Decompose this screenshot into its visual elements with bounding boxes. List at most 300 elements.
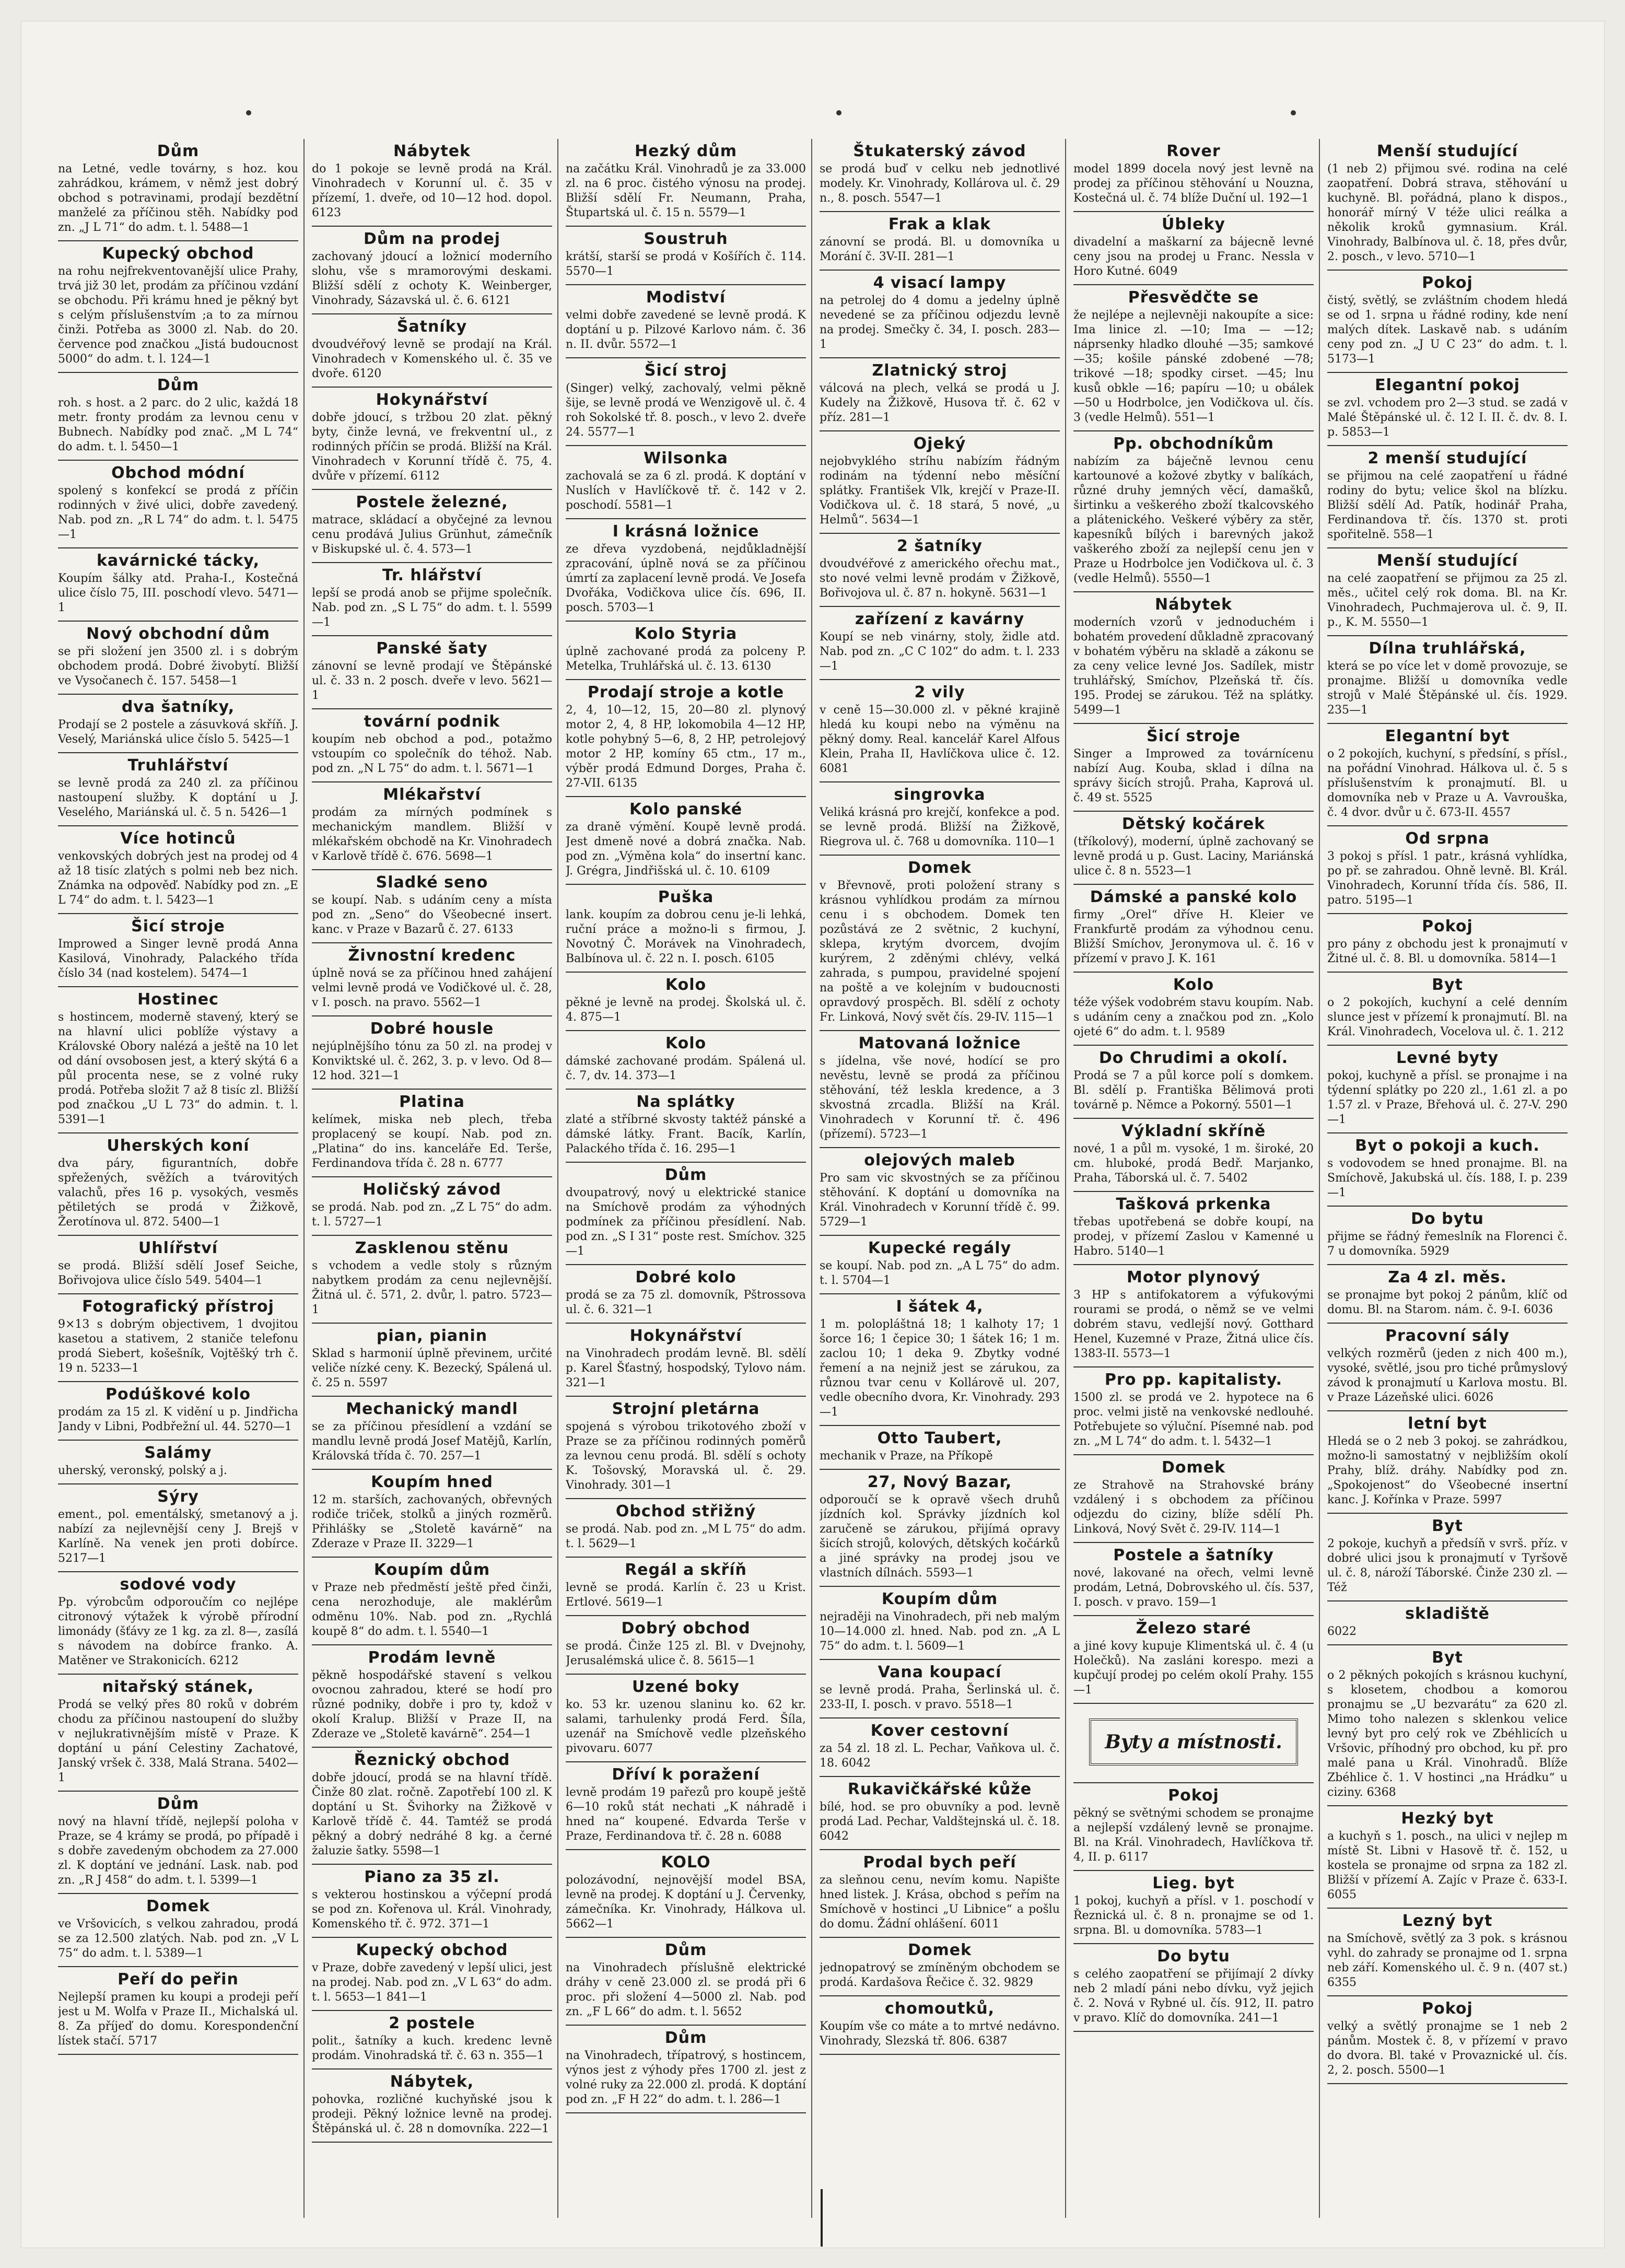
classified-ad: [820, 1938, 1060, 1996]
punch-dot: [246, 110, 251, 115]
ad-headline: Domek: [907, 1941, 972, 1959]
punch-dot: [836, 110, 841, 115]
ad-headline: Dobré kolo: [635, 1268, 736, 1287]
ad-headline: Hezký dům: [635, 142, 737, 160]
classified-ad: [1073, 812, 1314, 885]
classified-ad: [312, 782, 552, 870]
ad-body: dvoupatrový, nový u elektrické stanice na Smíchově prodám za výhodných podmínek za příčinou přesídlení. Nab. pod zn. „S I 31“ poste rest. Smíchov. 325—1: [566, 1186, 806, 1258]
ad-body: 2, 4, 10—12, 15, 20—80 zl. plynový motor 2, 4, 8 HP, lokomobila 4—12 HP, kotle pohybný 5—6, 8, 2 HP, petrolejový motor 2 HP, komíny 65 ctm., 17 m., výběr prodá Edmund Dorges, Praha č. 27-VII. 6135: [566, 704, 806, 790]
ad-headline: Nábytek,: [390, 2073, 474, 2091]
classified-ad: [566, 1324, 806, 1397]
ad-body: v Praze neb předměstí ještě před činži, cena nerozhoduje, ale maklérům odměnu 10%. Nab. pod zn. „Rychlá koupě 8“ do adm. t. l. 5540—1: [312, 1581, 552, 1638]
classified-ad: [58, 1967, 298, 2055]
ad-body: polozávodní, nejnovější model BSA, levně na prodej. K doptání u J. Červenky, zámečníka. Kr. Vinohrady, Hálkova ul. 5662—1: [566, 1874, 806, 1931]
classified-ad: [58, 241, 298, 373]
classified-ad: [58, 1294, 298, 1382]
ad-headline: sodové vody: [120, 1575, 237, 1594]
ad-headline: Levné byty: [1396, 1049, 1499, 1067]
ad-body: do 1 pokoje se levně prodá na Král. Vinohradech v Korunní ul. č. 35 v přízemí, 1. dveře, od 10—12 hod. dopol. 6123: [312, 162, 552, 219]
ad-body: na Vinohradech, třípatrový, s hostincem, výnos jest z výhody přes 1700 zl. jest z volné ruky za 22.000 zl. prodá. K doptání pod zn. „F H 22“ do adm. t. l. 286—1: [566, 2049, 806, 2106]
ad-body: ze Strahově na Strahovské brány vzdálený i s obchodem za příčinou odjezdu do ciziny, blíže sdělí Ph. Linková, Nový Svět č. 29-IV. 114—1: [1073, 1479, 1314, 1536]
ad-headline: Elegantní pokoj: [1375, 376, 1520, 394]
ad-headline: Prodám levně: [368, 1649, 496, 1667]
classified-ad: [312, 1645, 552, 1748]
column-4: [820, 139, 1066, 2218]
ad-body: zlaté a stříbrné skvosty taktéž pánské a dámské látky. Frant. Bacík, Karlín, Palackého třída č. 16. 295—1: [566, 1113, 806, 1155]
ad-body: bílé, hod. se pro obuvníky a pod. levně prodá Lad. Pechar, Valdštejnská ul. č. 18. 6042: [820, 1801, 1060, 1843]
classified-ad: [820, 782, 1060, 856]
classified-ad: [566, 1265, 806, 1324]
ad-body: v ceně 15—30.000 zl. v pěkné krajině hledá ku koupi nebo na výměnu na pěkný domy. Real. kancelář Karel Alfous Klein, Praha II, Havlíčkova ulice č. 12. 6081: [820, 704, 1060, 775]
ad-headline: Dříví k poražení: [612, 1766, 760, 1784]
ad-headline: Vana koupací: [878, 1663, 1002, 1681]
classified-ad: [1327, 548, 1568, 636]
ad-body: o 2 pěkných pokojích s krásnou kuchyní, s klosetem, chodbou a komorou pronajmu se „U bezvarátu“ za 620 zl. Mimo toho nalezen s sklenkou velice levný byt pro celý rok ve Zbéhlicích u Vršovic, příhodný pro obchod, ku př. pro malé pana u Král. Vinohradů. Blíže Zbéhlice č. 1. V hostinci „na Hrádku“ u ciziny. 6368: [1327, 1669, 1568, 1799]
classified-ad: [1073, 885, 1314, 973]
ad-body: (tříkolový), moderní, úplně zachovaný se levně prodá u p. Gust. Laciny, Mariánská ulice č. 8 n. 5523—1: [1073, 835, 1314, 878]
newspaper-page: [21, 21, 1605, 2248]
ad-body: Pp. výrobcům odporoučím co nejlépe citronový výtažek k výrobě přírodní limonády (šťávy ze 1 kg. za zl. 8—, zasílá s návodem na dobírce franko. A. Matěner ve Strakonicích. 6212: [58, 1596, 298, 1667]
classified-ad: [1327, 139, 1568, 271]
ad-headline: Sýry: [157, 1488, 199, 1506]
ad-headline: Přesvědčte se: [1128, 288, 1259, 307]
ad-body: pěkný se světnými schodem se pronajme a nejlepší vzdálený levně se pronajme. Bl. na Král. Vinohradech, Havlíčkova tř. 4, II. p. 6117: [1073, 1807, 1314, 1864]
ad-headline: Pracovní sály: [1385, 1327, 1510, 1345]
ad-headline: Domek: [907, 859, 972, 877]
ad-body: na Vinohradech prodám levně. Bl. sdělí p. Karel Šťastný, hospodský, Tylovo nám. 321—1: [566, 1347, 806, 1389]
ad-body: 12 m. starších, zachovaných, obřevných rodiče triček, stolků a jiných rozměrů. Přihlášky se „Stoletě kavárně“ na Zderaze v Praze II. 3229—1: [312, 1493, 552, 1550]
column-2: [312, 139, 558, 2218]
classified-ad: [566, 139, 806, 227]
classified-ad: [566, 885, 806, 973]
ad-body: za 54 zl. 18 zl. L. Pechar, Vaňkova ul. č. 18. 6042: [820, 1742, 1060, 1770]
punch-marks: [21, 110, 1604, 121]
classified-ad: [1073, 1783, 1314, 1871]
classified-ad: [1327, 724, 1568, 826]
classified-ad: [820, 1850, 1060, 1938]
ad-headline: Živnostní kredenc: [348, 946, 516, 965]
ad-body: kelímek, miska neb plech, třeba proplacený se koupí. Nab. pod zn. „Platina“ do ins. kanceláře Ed. Terše, Ferdinandova třída č. 28 n. 6777: [312, 1113, 552, 1170]
ad-headline: Prodají stroje a kotle: [587, 683, 785, 702]
classified-ad: [1073, 1192, 1314, 1265]
classified-ad: [312, 1236, 552, 1324]
classified-ad: [566, 1163, 806, 1265]
ad-body: se prodá. Činže 125 zl. Bl. v Dvejnohy, Jerusalémská ulice č. 8. 5615—1: [566, 1640, 806, 1667]
classified-ad: [566, 622, 806, 680]
classified-ad: [58, 548, 298, 622]
ad-body: na začátku Král. Vinohradů je za 33.000 zl. na 6 proc. čistého výnosu na prodej. Bližší sdělí Fr. Neumann, Praha, Štupartská ul. č. 15 n. 5579—1: [566, 162, 806, 219]
ad-body: nejúplnějšího tónu za 50 zl. na prodej v Konviktské ul. č. 262, 3. p. v levo. Od 8—12 hod. 321—1: [312, 1040, 552, 1082]
classified-ad: [820, 1777, 1060, 1850]
ad-body: s vodovodem se hned pronajme. Bl. na Smíchově, Jakubská ul. čís. 188, I. p. 239—1: [1327, 1157, 1568, 1199]
ad-headline: Peří do peřin: [118, 1970, 239, 1989]
ad-headline: Holičský závod: [363, 1180, 501, 1199]
classified-ad: [566, 680, 806, 797]
ad-body: o 2 pokojích, kuchyní, s předsíní, s přísl., na pořádní Vinohrad. Hálkova ul. č. 5 s příslušenstvím k pronajmutí. Bl. u domovníka neb v Praze u A. Vavrouška, č. 4 dvor. dvůr u č. 673-II. 4557: [1327, 747, 1568, 819]
ad-body: třebas upotřebená se dobře koupí, na prodej, v přízemí Zaslou v Kamenné u Habro. 5140—1: [1073, 1215, 1314, 1258]
classified-ad: [312, 1748, 552, 1865]
classified-ad: [312, 1470, 552, 1558]
ad-headline: Zasklenou stěnu: [355, 1239, 509, 1257]
ad-headline: Dům: [157, 142, 200, 160]
ad-body: odporoučí se k opravě všech druhů jízdních kol. Správky jízdních kol zaručeně se zárukou, přijímá opravy šicích strojů, kolových, dětských kočárků a jiné správky na prodej jsou ve vlastních dílnách. 5593—1: [820, 1493, 1060, 1580]
ad-body: Prodá se 7 a půl korce polí s domkem. Bl. sdělí p. Františka Bělimová proti továrně p. Němce a Pokorný. 5501—1: [1073, 1069, 1314, 1112]
ad-body: nové, lakované na ořech, velmi levně prodám, Letná, Dobrovského ul. čís. 537, I. posch. v pravo. 159—1: [1073, 1566, 1314, 1609]
section-header: Byty a místnosti.: [1089, 1718, 1298, 1766]
ad-body: ement., pol. ementálský, smetanový a j. nabízí za nejlevnější ceny J. Brejš v Karlíně. Na venek jen proti dobírce. 5217—1: [58, 1508, 298, 1565]
ad-headline: Železo staré: [1136, 1619, 1252, 1638]
classified-ad: [820, 1718, 1060, 1777]
ad-body: a jiné kovy kupuje Klimentská ul. č. 4 (u Holečků). Na zasláni korespo. mezi a kupčují prodej po celém okolí Prahy. 155—1: [1073, 1640, 1314, 1697]
classified-ad: [1327, 1133, 1568, 1207]
ad-body: prodám za 15 zl. K vidění u p. Jindřicha Jandy v Libni, Podbřežní ul. 44. 5270—1: [58, 1406, 298, 1433]
ad-headline: Kolo: [665, 1034, 707, 1053]
ad-headline: Hokynářství: [629, 1327, 742, 1345]
ad-headline: dva šatníky,: [121, 698, 235, 716]
ad-body: spolený s konfekcí se prodá z příčin rodinných v živé ulici, dobře zavedený. Nab. pod zn. „R L 74“ do adm. t. l. 5475—1: [58, 484, 298, 541]
ad-body: levně prodám 19 pařezů pro koupě ještě 6—10 roků stát nechati „K náhradě i hned na“ koupené. Edvarda Terše v Praze, Ferdinandova tř. č. 28 n. 6088: [566, 1786, 806, 1843]
ad-headline: Kolo: [1173, 976, 1214, 994]
ad-headline: Byt: [1432, 976, 1463, 994]
classified-ad: [1327, 446, 1568, 548]
classified-ad: [58, 1382, 298, 1441]
ad-body: velký a světlý pronajme se 1 neb 2 pánům. Mostek č. 8, v přízemí v pravo do dvora. Bl. také v Provaznické ul. čís. 2, 2. posch. 5500—1: [1327, 2020, 1568, 2077]
ad-headline: Hokynářství: [376, 391, 488, 409]
ad-headline: Pp. obchodníkům: [1113, 435, 1274, 453]
ad-body: divadelní a maškarní za bájecně levné ceny jsou na prodej u Franc. Nessla v Horo Kutné. 6049: [1073, 236, 1314, 278]
ad-headline: 2 menší studující: [1367, 449, 1527, 467]
classified-ad: [820, 534, 1060, 607]
classified-ad: [58, 373, 298, 461]
ad-body: která se po více let v domě provozuje, se pronajme. Bližší u domovníka vedle strojů v Malé Štěpánské ul. čís. 1929. 235—1: [1327, 660, 1568, 717]
classified-ad: [820, 1426, 1060, 1470]
ad-body: koupím neb obchod a pod., potažmo vstoupím co společník do téhož. Nab. pod zn. „N L 75“ do adm. t. l. 5671—1: [312, 733, 552, 775]
ad-headline: Dětský kočárek: [1121, 815, 1266, 833]
classified-ad: [566, 1938, 806, 2026]
ad-headline: Dům na prodej: [364, 230, 500, 248]
classified-ad: [1073, 1119, 1314, 1192]
ad-body: nejraději na Vinohradech, při neb malým 10—14.000 zl. hned. Nab. pod zn. „A L 75“ do adm. t. l. 5609—1: [820, 1610, 1060, 1653]
classified-ad: [312, 563, 552, 636]
classified-ad: [1073, 592, 1314, 724]
classified-ad: [566, 1031, 806, 1090]
classified-ad: [1327, 636, 1568, 724]
ad-headline: Postele a šatníky: [1113, 1546, 1274, 1564]
ad-headline: Obchod módní: [111, 464, 245, 482]
classified-ad: [312, 1090, 552, 1177]
classified-ad: [1073, 1944, 1314, 2032]
classified-ad: [58, 139, 298, 241]
ad-headline: Podúškové kolo: [105, 1385, 251, 1404]
ad-headline: Dámské a panské kolo: [1090, 888, 1297, 906]
ad-body: Koupím šálky atd. Praha-I., Kostečná ulice číslo 75, III. poschodí vlevo. 5471—1: [58, 572, 298, 614]
classified-ad: [820, 1587, 1060, 1660]
ad-headline: Zlatnický stroj: [872, 361, 1008, 380]
ad-headline: Kupecký obchod: [102, 244, 254, 263]
classified-columns: [58, 139, 1573, 2218]
ad-body: že nejlépe a nejlevněji nakoupíte a sice: Ima linice zl. —10; Ima — —12; náprsenky hladko dlouhé —35; samkové —35; košile pánské zdobené —78; trikové —18; spodky cirset. —45; lnu kusů obkle —16; papíru —10; u obálek —50 u Hodrbolce, jen Vodičkova ul. čís. 3 (vedle Helmů). 551—1: [1073, 309, 1314, 424]
ad-body: se prodá. Bližší sdělí Josef Seiche, Bořivojova ulice číslo 549. 5404—1: [58, 1259, 298, 1287]
ad-headline: Soustruh: [644, 230, 728, 248]
ad-body: přijme se řádný řemeslník na Florenci č. 7 u domovníka. 5929: [1327, 1230, 1568, 1258]
classified-ad: [312, 1016, 552, 1090]
ad-headline: Uzené boky: [632, 1678, 740, 1696]
ad-body: dva páry, figurantních, dobře spřežených, svěžích a tvárovitých valachů, přes 16 p. vysokých, vesměs pětiletých se prodá v Žižkově, Žerotínova ul. 872. 5400—1: [58, 1157, 298, 1229]
ad-headline: Byt: [1432, 1649, 1463, 1667]
ad-headline: Motor plynový: [1126, 1268, 1261, 1287]
ad-body: s celého zaopatření se přijímají 2 dívky neb 2 mladí páni nebo dívku, vyž jejich č. 2. Nová v Rybné ul. čís. 912, II. patro v pravo. Klíč do domovníka. 241—1: [1073, 1968, 1314, 2025]
ad-headline: Dům: [664, 1941, 707, 1959]
classified-ad: [312, 490, 552, 563]
ad-headline: Kolo Styria: [634, 625, 738, 643]
classified-ad: [566, 2026, 806, 2113]
ad-body: Veliká krásná pro krejčí, konfekce a pod. se levně prodá. Bližší na Žižkově, Riegrova ul. č. 768 u domovníka. 110—1: [820, 806, 1060, 848]
classified-ad: [1327, 1645, 1568, 1806]
classified-ad: [1327, 1207, 1568, 1265]
ad-body: lepší se prodá anob se přijme společník. Nab. pod zn. „S L 75“ do adm. t. l. 5599—1: [312, 587, 552, 629]
classified-ad: [312, 1397, 552, 1470]
classified-ad: [58, 622, 298, 695]
ad-body: na petrolej do 4 domu a jedelny úplně nevedené se za příčinou odjezdu levně na prodej. Smečky č. 34, I. posch. 283—1: [820, 294, 1060, 351]
classified-ad: [820, 607, 1060, 680]
ad-headline: Od srpna: [1405, 829, 1490, 848]
ad-body: 3 HP s antifokatorem a výfukovými rourami se prodá, o němž se ve velmi dobrém stavu, vedlejší nový. Gotthard Henel, Kuzemné v Praze, Žitná ulice čís. 1383-II. 5573—1: [1073, 1289, 1314, 1360]
classified-ad: [58, 1484, 298, 1572]
ad-body: prodám za mírných podmínek s mechanickým mandlem. Bližší v mlékařském obchodě na Kr. Vinohradech v Karlově třídě č. 676. 5698—1: [312, 806, 552, 863]
classified-ad: [1073, 1265, 1314, 1367]
classified-ad: [820, 1996, 1060, 2055]
classified-ad: [566, 1499, 806, 1558]
ad-headline: Nábytek: [393, 142, 471, 160]
ad-headline: Menší studující: [1376, 552, 1518, 570]
ad-headline: Koupím dům: [373, 1561, 490, 1579]
ad-headline: Modiství: [646, 288, 726, 307]
ad-headline: Lieg. byt: [1152, 1874, 1235, 1892]
classified-ad: [312, 2070, 552, 2143]
ad-headline: Mechanický mandl: [346, 1400, 518, 1418]
classified-ad: [312, 314, 552, 388]
classified-ad: [566, 797, 806, 885]
ad-headline: Pokoj: [1422, 274, 1473, 292]
ad-body: úplně zachované prodá za polceny P. Metelka, Truhlářská ul. č. 13. 6130: [566, 645, 806, 673]
classified-ad: [1327, 1514, 1568, 1601]
ad-headline: Šicí stroje: [1147, 727, 1241, 745]
ad-headline: Kolo: [665, 976, 707, 994]
ad-body: matrace, skládací a obyčejné za levnou cenu prodává Julius Grünhut, zámečník v Biskupské ul. č. 4. 573—1: [312, 513, 552, 556]
ad-body: se levně prodá. Praha, Šerlinská ul. č. 233-II, I. posch. v pravo. 5518—1: [820, 1684, 1060, 1711]
ad-headline: Regál a skříň: [625, 1561, 747, 1579]
ad-body: nové, 1 a půl m. vysoké, 1 m. široké, 20 cm. hluboké, prodá Bedř. Marjanko, Praha, Táborská ul. č. 7. 5402: [1073, 1142, 1314, 1185]
ad-headline: Frak a klak: [888, 215, 991, 233]
classified-ad: [1327, 1806, 1568, 1909]
ad-headline: skladiště: [1405, 1605, 1490, 1623]
classified-ad: [820, 358, 1060, 431]
ad-body: 3 pokoj s přísl. 1 patr., krásná vyhlídka, po př. se zahradou. Ohně levně. Bl. Král. Vinohradech, Korunní třída čís. 586, II. patro. 5195—1: [1327, 850, 1568, 907]
ad-headline: Kupecké regály: [868, 1239, 1012, 1257]
ad-body: na Letné, vedle továrny, s hoz. kou zahrádkou, krámem, v němž jest dobrý obchod s potravinami, prodají bezdětní manželé za příčinou stěh. Nabídky pod zn. „J L 71“ do adm. t. l. 5488—1: [58, 162, 298, 234]
ad-headline: Wilsonka: [644, 449, 728, 467]
ad-body: za draně výmění. Koupě levně prodá. Jest dmeně nové a dobrá značka. Nab. pod zn. „Výměna kola“ do insertní kanc. J. Grégra, Jindřišská ul. č. 10. 6109: [566, 821, 806, 878]
classified-ad: [1327, 973, 1568, 1046]
classified-ad: [1073, 724, 1314, 812]
ad-headline: Na splátky: [636, 1093, 735, 1111]
ad-body: a kuchyň s 1. posch., na ulici v nejlep m místě St. Libni v Hasově tř. č. 152, u kostela se pronajme od srpna za 182 zl. Bližší v přízemí A. Zajíc v Praze č. 633-I. 6055: [1327, 1830, 1568, 1901]
ad-body: se pronajme byt pokoj 2 pánům, klíč od domu. Bl. na Starom. nám. č. 9-I. 6036: [1327, 1289, 1568, 1316]
classified-ad: [820, 856, 1060, 1031]
classified-ad: [1327, 1411, 1568, 1514]
ad-body: se zvl. vchodem pro 2—3 stud. se zadá v Malé Štěpánské ul. č. 12 I. II. č. dv. 8. I. p. 5853—1: [1327, 396, 1568, 439]
ad-body: 9×13 s dobrým objectivem, 1 dvojitou kasetou a stativem, 2 staniče telefonu prodá Siebert, košešník, Vojtěšký trh č. 19 n. 5233—1: [58, 1318, 298, 1375]
ad-headline: Panské šaty: [376, 639, 488, 658]
ad-body: velmi dobře zavedené se levně prodá. K doptání u p. Pilzové Karlovo nám. č. 36 n. II. dvůr. 5572—1: [566, 309, 806, 351]
classified-ad: [566, 1397, 806, 1499]
ad-headline: tovární podnik: [364, 712, 500, 731]
ad-headline: Obchod střižný: [615, 1502, 756, 1521]
ad-headline: Matovaná ložnice: [858, 1034, 1021, 1053]
classified-ad: [312, 709, 552, 782]
ad-body: Prodá se velký přes 80 roků v dobrém chodu za příčinou nastoupení do služby v nejlukrativnějším místě v Praze. K doptání u pání Celestiny Zachatové, Janský vršek č. 338, Malá Strana. 5402—1: [58, 1698, 298, 1784]
ad-headline: Domek: [146, 1897, 211, 1915]
classified-ad: [820, 1294, 1060, 1426]
ad-body: se prodá buď v celku neb jednotlivé modely. Kr. Vinohrady, Kollárova ul. č. 29 n., 8. posch. 5547—1: [820, 162, 1060, 205]
classified-ad: [1073, 139, 1314, 212]
ad-body: levně se prodá. Karlín č. 23 u Krist. Ertlové. 5619—1: [566, 1581, 806, 1609]
classified-ad: [566, 227, 806, 285]
ad-body: na celé zaopatření se přijmou za 25 zl. měs., učitel celý rok doma. Bl. na Kr. Vinohradech, Puchmajerova ul. č. 9, II. p., K. M. 5550—1: [1327, 572, 1568, 629]
classified-ad: [58, 826, 298, 914]
ad-body: se koupí. Nab. s udáním ceny a místa pod zn. „Seno“ do Všeobecné insert. kanc. v Praze v Bazarů č. 27. 6133: [312, 894, 552, 936]
ad-headline: Rukavičkářské kůže: [847, 1780, 1032, 1798]
ad-headline: Kover cestovní: [870, 1722, 1009, 1740]
ad-body: Pro sam vic skvostných se za příčinou stěhování. K doptání u domovníka na Král. Vinohradech v Korunní třídě č. 99. 5729—1: [820, 1172, 1060, 1229]
ad-body: se prodá. Nab. pod zn. „M L 75“ do adm. t. l. 5629—1: [566, 1523, 806, 1550]
classified-ad: [58, 695, 298, 753]
ad-headline: nitařský stánek,: [102, 1678, 254, 1696]
ad-headline: zařízení z kavárny: [855, 610, 1025, 628]
classified-ad: [1073, 1046, 1314, 1119]
ad-headline: Tr. hlářství: [382, 566, 482, 584]
ad-body: 6022: [1327, 1625, 1357, 1638]
ad-body: nejobvyklého stríhu nabízím řádným rodinám na týdenní nebo měsíční splátky. František Vlk, krejčí v Praze-II. Vodičkova ul. č. 18 stará, 5 nové, „u Helmů“. 5634—1: [820, 455, 1060, 527]
punch-dot: [1291, 110, 1296, 115]
ad-body: dvoudvéřové z amerického ořechu mat., sto nové velmi levně prodám v Žižkově, Bořivojova ul. č. 87 n. hokyně. 5631—1: [820, 557, 1060, 600]
ad-body: 1 m. polopláštná 18; 1 kalhoty 17; 1 šorce 16; 1 čepice 30; 1 šátek 16; 1 m. zaclou 10; 1 deka 9. Zbytky vodné řemení a na nejniž jest se zárukou, za různou tvar cenu v Kollárově ul. 207, vedle obecního dvora, Kr. Vinohrady. 293—1: [820, 1318, 1060, 1419]
classified-ad: [566, 1090, 806, 1163]
ad-headline: Elegantní byt: [1385, 727, 1510, 745]
classified-ad: [820, 431, 1060, 534]
ad-headline: Šatníky: [396, 318, 467, 336]
classified-ad: [1073, 212, 1314, 285]
ad-headline: Nový obchodní dům: [86, 625, 270, 643]
classified-ad: [566, 446, 806, 519]
classified-ad: [312, 636, 552, 709]
classified-ad: [1073, 1367, 1314, 1455]
ad-body: o 2 pokojích, kuchyní a celé denním slunce jest v přízemí k pronajmutí. Bl. na Král. Vinohradech, Vocelova ul. č. 1. 212: [1327, 996, 1568, 1038]
ad-headline: Dům: [664, 1166, 707, 1184]
classified-ad: [312, 227, 552, 314]
ad-body: dvoudvéřový levně se prodají na Král. Vinohradech v Komenského ul. č. 35 ve dvoře. 6120: [312, 338, 552, 380]
ad-body: uherský, veronský, polský a j.: [58, 1464, 227, 1477]
classified-ad: [566, 285, 806, 358]
ad-body: dobře jdoucí, s tržbou 20 zlat. pěkný byty, činže levná, ve frekventní ul., z rodinných příčin se prodá. Bližší na Král. Vinohradech v Korunní třídě č. 75, 4. dvůře v přízemí. 6112: [312, 411, 552, 483]
ad-headline: 2 vily: [914, 683, 965, 702]
ad-headline: Nábytek: [1154, 595, 1233, 614]
classified-ad: [58, 1133, 298, 1236]
ad-body: nabízím za báječně levnou cenu kartounové a kožové zbytky v balíkách, různé druhy jemných věcí, damašků, širtinku a veškerého zboží tkalcovského a plátenického. Veškeré výběry za stěr, kapesníků bílých i barevných jakož vaškerého zboží za nejlepší cenu jen v Praze u Hodrbolce jen Vodičkova ul. č. 3 (vedle Helmů). 5550—1: [1073, 455, 1314, 585]
ad-body: téže výšek vodobrém stavu koupím. Nab. s udáním ceny a značkou pod zn. „Kolo ojeté 6“ do adm. t. l. 9589: [1073, 996, 1314, 1038]
ad-headline: Dům: [157, 1795, 200, 1813]
ad-headline: Byt: [1432, 1517, 1463, 1535]
ad-body: zachovaný jdoucí a ložnicí moderního slohu, vše s mramorovými deskami. Bližší sdělí z ochoty K. Weinberger, Vinohrady, Sázavská ul. č. 6. 6121: [312, 250, 552, 307]
ad-headline: Uhlířství: [138, 1239, 218, 1257]
ad-body: moderních vzorů v jednoduchém i bohatém provedení důkladně zpracovaný v bohatém výběru na skladě a zákonu se za ceny velice levné Jos. Sadílek, mistr truhlářský, Smíchov, Plzeňská tř. čís. 195. Prodej se zárukou. Též na splátky. 5499—1: [1073, 616, 1314, 717]
ad-body: firmy „Orel“ dříve H. Kleier ve Frankfurtě prodám za výhodnou cenu. Bližší Smíchov, Jeronymova ul. č. 16 v přízemí v pravo J. K. 161: [1073, 908, 1314, 965]
ad-headline: Koupím hned: [371, 1473, 493, 1491]
classified-ad: [820, 1660, 1060, 1718]
ad-body: 1500 zl. se prodá ve 2. hypotece na 6 proc. velmi jistě na venkovské nedlouhé. Potřebujete so výluční. Písemné nab. pod zn. „M L 74“ do adm. t. l. 5432—1: [1073, 1391, 1314, 1448]
ad-headline: Domek: [1161, 1458, 1226, 1477]
ad-headline: Úbleky: [1162, 215, 1225, 233]
ad-body: Hledá se o 2 neb 3 pokoj. se zahrádkou, možno-li samostatný v nejbližším okolí Prahy, blíž. dráhy. Nabídky pod zn. „Spokojenost“ do Všeobecné insertní kanc. J. Kořínka v Praze. 5997: [1327, 1435, 1568, 1506]
ad-headline: Dobrý obchod: [621, 1619, 751, 1638]
ad-headline: Koupím dům: [881, 1590, 998, 1608]
ad-headline: Hezký byt: [1401, 1809, 1494, 1828]
classified-ad: [566, 519, 806, 622]
ad-body: pro pány z obchodu jest k pronajmutí v Žitné ul. č. 8. Bl. u domovníka. 5814—1: [1327, 938, 1568, 965]
ad-body: se prodá. Nab. pod zn. „Z L 75“ do adm. t. l. 5727—1: [312, 1201, 552, 1229]
classified-ad: [312, 1324, 552, 1397]
ad-body: na rohu nejfrekventovanější ulice Prahy, trvá již 30 let, prodám za příčinou vzdání se obchodu. Při krámu hned je pěkný byt s celým příslušenstvím ;a to za mírnou činži. Potřeba as 3000 zl. Nab. do 20. července pod značkou „Jistá budoucnost 5000“ do adm. t. l. 124—1: [58, 265, 298, 366]
classified-ad: [312, 1177, 552, 1236]
ad-body: pohovka, rozličné kuchyňské jsou k prodeji. Pěkný ložnice levně na prodej. Štěpánská ul. č. 28 n domovníka. 222—1: [312, 2093, 552, 2135]
ad-body: zánovní se prodá. Bl. u domovníka u Morání č. 3V-II. 281—1: [820, 236, 1060, 263]
ad-body: jednopatrový se zmíněným obchodem se prodá. Kardašova Řečice č. 32. 9829: [820, 1961, 1060, 1989]
classified-ad: [58, 1236, 298, 1294]
ad-headline: Strojní pletárna: [612, 1400, 760, 1418]
classified-ad: [1073, 1871, 1314, 1944]
classified-ad: [312, 2011, 552, 2070]
ad-body: Nejlepší pramen ku koupi a prodeji peří jest u M. Wolfa v Praze II., Michalská ul. 8. Za příjeď do domu. Korespondenční lístek stačí. 5717: [58, 1991, 298, 2048]
column-6: [1327, 139, 1573, 2218]
ad-body: Prodají se 2 postele a zásuvková skříň. J. Veselý, Mariánská ulice číslo 5. 5425—1: [58, 718, 298, 746]
ad-headline: Menší studující: [1376, 142, 1518, 160]
ad-headline: Dům: [664, 2029, 707, 2047]
ad-headline: Ojeký: [913, 435, 966, 453]
classified-ad: [1327, 1046, 1568, 1133]
classified-ad: [1327, 826, 1568, 914]
ad-body: Koupí se neb vinárny, stoly, židle atd. Nab. pod zn. „C C 102“ do adm. t. l. 233—1: [820, 630, 1060, 673]
ad-body: čistý, světlý, se zvláštním chodem hledá se od 1. srpna u řádné rodiny, kde není malých dítek. Laskavě nab. s udáním ceny pod zn. „J U C 23“ do adm. t. l. 5173—1: [1327, 294, 1568, 366]
classified-ad: [312, 1865, 552, 1938]
ad-headline: Pokoj: [1422, 2000, 1473, 2018]
classified-ad: [312, 388, 552, 490]
ad-headline: Mlékařství: [383, 786, 481, 804]
classified-ad: [820, 1470, 1060, 1587]
classified-ad: [58, 461, 298, 548]
classified-ad: [312, 943, 552, 1016]
ad-headline: Za 4 zl. měs.: [1388, 1268, 1507, 1287]
ad-body: pokoj, kuchyně a přísl. se pronajme i na týdenní splátky po 220 zl., 1.61 zl. a po 1.57 zl. v Praze, Břehová ul. č. 27-V. 290—1: [1327, 1069, 1568, 1126]
ad-headline: I šátek 4,: [896, 1297, 984, 1316]
ad-headline: Rover: [1166, 142, 1221, 160]
ad-body: válcová na plech, velká se prodá u J. Kudely na Žižkově, Husova tř. č. 62 v příz. 281—1: [820, 382, 1060, 424]
ad-body: krátší, starší se prodá v Košířích č. 114. 5570—1: [566, 250, 806, 278]
ad-headline: Pro pp. kapitalisty.: [1104, 1371, 1283, 1389]
ad-body: se levně prodá za 240 zl. za příčinou nastoupení služby. K doptání u J. Veselého, Mariánská ul. č. 5 n. 5426—1: [58, 777, 298, 819]
ad-headline: chomoutků,: [884, 2000, 995, 2018]
ad-body: s vchodem a vedle stoly s různým nabytkem prodám za cenu nejlevnější. Žitná ul. č. 571, 2. dvůr, l. patro. 5723—1: [312, 1259, 552, 1316]
ad-body: Sklad s harmonií úplně převinem, určité veliče nízké ceny. K. Bezecký, Spálená ul. č. 25 n. 5597: [312, 1347, 552, 1389]
